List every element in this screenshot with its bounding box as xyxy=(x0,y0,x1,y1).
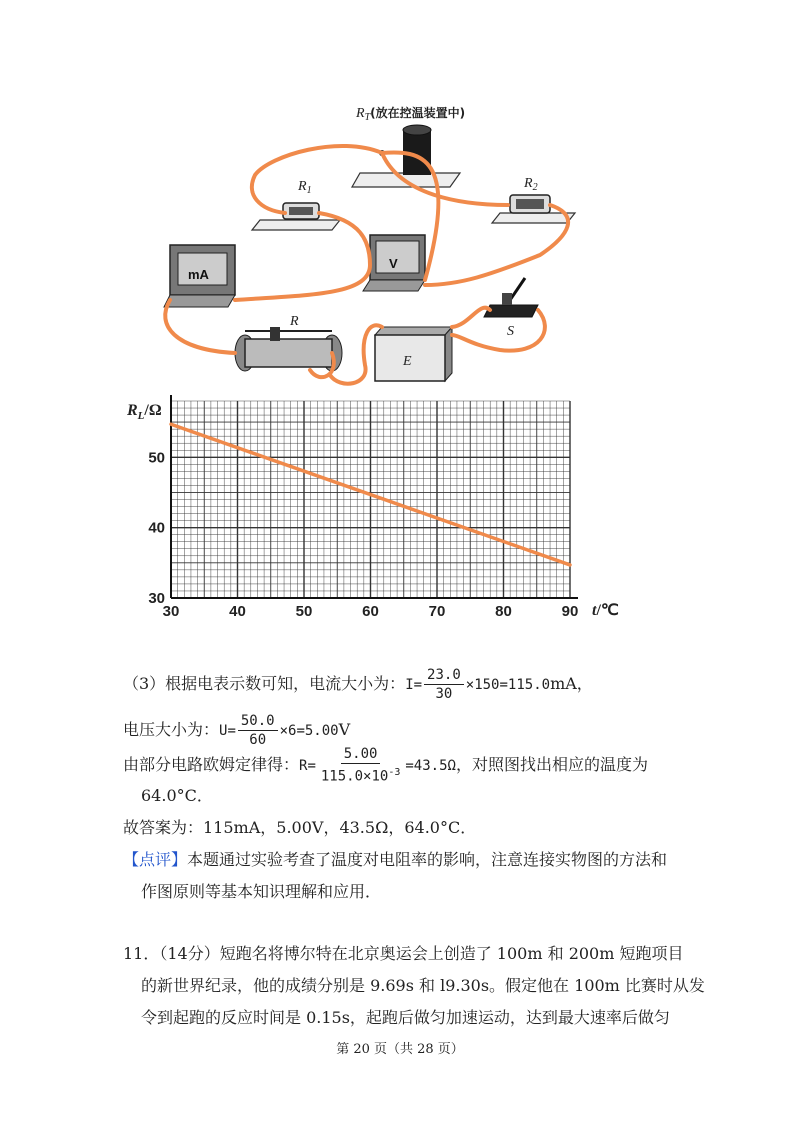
paragraph-3 xyxy=(123,666,593,703)
p3-unit: mA， xyxy=(550,674,593,693)
x-tick-label: 40 xyxy=(229,603,246,620)
x-axis-label: t/℃ xyxy=(592,602,619,619)
ma-label: mA xyxy=(188,267,209,282)
y-tick-label: 30 xyxy=(148,590,165,607)
p5-r: R= xyxy=(299,757,316,774)
question-11-line-3: 令到起跑的反应时间是 0.15s，起跑后做匀加速运动，达到最大速率后做匀 xyxy=(141,1008,670,1027)
p4-rest: ×6=5.00 xyxy=(279,723,339,739)
switch-s xyxy=(484,278,538,339)
comment-text: 本题通过实验考查了温度对电阻率的影响，注意连接实物图的方法和 xyxy=(187,850,668,869)
p4-prefix: 电压大小为： xyxy=(123,720,220,739)
x-tick-label: 50 xyxy=(295,603,313,620)
switch-label: S xyxy=(507,324,514,339)
p4-u: U= xyxy=(219,723,236,739)
p4-denominator: 60 xyxy=(249,732,267,748)
p3-fraction xyxy=(424,666,464,703)
paragraph-6: 64.0°C． xyxy=(141,786,213,805)
rt-thermistor-device xyxy=(352,125,460,187)
r2-label: $R_2$ xyxy=(524,176,538,193)
v-label: V xyxy=(389,256,398,271)
rt-label: $R_T$(放在控温装置中) xyxy=(356,106,466,123)
p3-denominator: 30 xyxy=(435,686,453,702)
x-tick-label: 70 xyxy=(428,603,446,620)
p4-unit: V xyxy=(338,720,351,739)
y-tick-label: 40 xyxy=(148,519,165,537)
y-tick-label: 50 xyxy=(148,449,165,467)
paragraph-4 xyxy=(123,712,350,749)
x-tick-label: 60 xyxy=(362,603,379,620)
comment-line-1 xyxy=(123,850,667,870)
battery-label: E xyxy=(403,354,412,369)
p5-denominator xyxy=(318,764,403,786)
p4-numerator: 50.0 xyxy=(238,712,278,731)
r1-label: $R_1$ xyxy=(298,179,312,196)
p5-den-base: 115.0×10 xyxy=(320,768,389,785)
p5-den-exp: -3 xyxy=(388,767,401,778)
x-tick-label: 30 xyxy=(162,603,180,620)
question-11-line-1: 11．（14分）短跑名将博尔特在北京奥运会上创造了 100m 和 200m 短跑项目 xyxy=(123,944,684,963)
p5-rest: =43.5Ω xyxy=(405,757,456,774)
comment-tag: 【点评】 xyxy=(123,850,188,869)
p5-numerator: 5.00 xyxy=(341,745,381,764)
answer-line: 故答案为：115mA，5.00V，43.5Ω，64.0°C． xyxy=(123,818,477,837)
y-axis-label: $R_L/\Omega$ xyxy=(127,402,162,422)
voltmeter xyxy=(363,235,425,291)
circuit-figure xyxy=(160,95,600,390)
rheostat xyxy=(235,327,342,371)
paragraph-5 xyxy=(123,745,648,786)
p5-prefix: 由部分电路欧姆定律得： xyxy=(123,754,300,774)
page-footer: 第 20 页（共 28 页） xyxy=(336,1042,464,1057)
comment-line-2: 作图原则等基本知识理解和应用． xyxy=(141,882,382,901)
p3-numerator: 23.0 xyxy=(424,666,464,685)
p5-suffix: ，对照图找出相应的温度为 xyxy=(455,754,648,774)
rheostat-label: R xyxy=(290,314,299,329)
question-11-line-2: 的新世界纪录，他的成绩分别是 9.69s 和 l9.30s。假定他在 100m 比赛时从发 xyxy=(141,976,705,995)
rl-vs-t-chart xyxy=(115,393,635,628)
p3-i: I= xyxy=(405,677,423,693)
x-tick-label: 90 xyxy=(561,603,579,620)
battery-e xyxy=(375,327,452,381)
p5-fraction xyxy=(318,745,403,786)
x-tick-label: 80 xyxy=(495,603,512,620)
p3-prefix: （3）根据电表示数可知，电流大小为： xyxy=(123,674,406,693)
p3-rest: ×150=115.0 xyxy=(465,677,551,693)
milliammeter xyxy=(164,245,235,307)
p4-fraction xyxy=(238,712,278,749)
